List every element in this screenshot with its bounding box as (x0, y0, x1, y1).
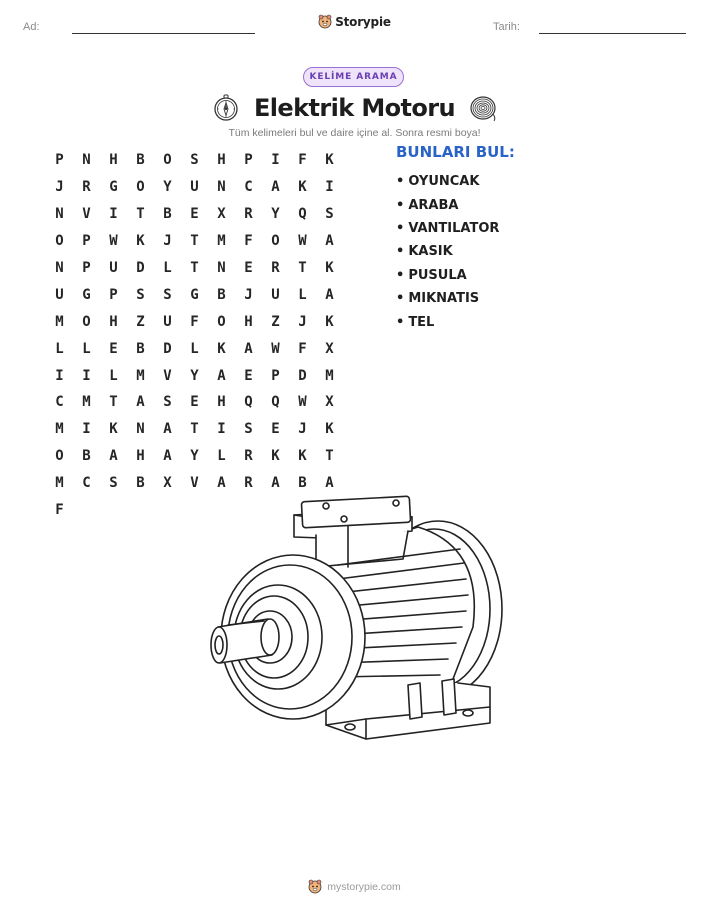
word-text: VANTILATOR (408, 220, 500, 236)
grid-cell[interactable]: U (55, 286, 64, 303)
grid-cell[interactable]: E (244, 260, 253, 276)
grid-cell[interactable]: X (163, 475, 172, 492)
grid-cell[interactable]: Z (136, 313, 145, 330)
grid-cell[interactable]: A (325, 475, 334, 492)
grid-cell[interactable]: T (325, 448, 334, 465)
grid-cell[interactable]: O (271, 233, 280, 250)
grid-cell[interactable]: L (82, 340, 91, 357)
grid-cell[interactable]: T (136, 206, 145, 223)
grid-cell[interactable]: L (55, 340, 64, 357)
word-list-item (396, 170, 499, 193)
grid-cell[interactable]: F (244, 233, 253, 250)
grid-cell[interactable]: P (82, 233, 91, 250)
grid-cell[interactable]: D (136, 260, 145, 276)
word-search-grid (46, 147, 343, 523)
grid-cell[interactable]: Q (244, 394, 253, 411)
grid-cell[interactable]: C (82, 475, 91, 492)
grid-cell[interactable]: B (298, 475, 307, 492)
word-text: OYUNCAK (408, 174, 480, 190)
grid-cell[interactable]: H (109, 313, 118, 330)
grid-cell[interactable]: F (298, 340, 307, 357)
word-text: ARABA (408, 197, 459, 213)
bullet: • (396, 314, 405, 330)
grid-cell[interactable]: L (163, 260, 172, 276)
grid-cell[interactable]: X (325, 394, 334, 411)
wire-coil-icon (469, 94, 497, 122)
grid-cell[interactable]: Q (298, 206, 307, 223)
grid-cell[interactable]: M (217, 233, 226, 250)
grid-cell[interactable]: U (190, 179, 199, 196)
grid-cell[interactable]: O (217, 313, 226, 330)
date-label: Tarih: (493, 21, 520, 33)
grid-cell[interactable]: W (109, 233, 118, 250)
grid-cell[interactable]: H (244, 313, 253, 330)
grid-cell[interactable]: J (298, 313, 307, 330)
brand-logo (0, 14, 709, 29)
page-title: Elektrik Motoru (254, 94, 455, 122)
grid-cell[interactable]: I (55, 367, 64, 384)
grid-cell[interactable]: R (244, 475, 253, 492)
grid-cell[interactable]: H (109, 152, 118, 169)
grid-cell[interactable]: S (163, 286, 172, 303)
bullet: • (396, 220, 405, 236)
footer-url: mystorypie.com (327, 880, 401, 893)
grid-cell[interactable]: D (163, 340, 172, 357)
grid-cell[interactable]: I (109, 206, 118, 223)
grid-cell[interactable]: S (244, 421, 253, 438)
grid-cell[interactable]: O (82, 313, 91, 330)
grid-cell[interactable]: N (136, 421, 145, 438)
grid-cell[interactable]: O (55, 233, 64, 250)
grid-cell[interactable]: T (190, 260, 199, 276)
grid-cell[interactable]: S (109, 475, 118, 492)
grid-cell[interactable]: X (325, 340, 334, 357)
grid-cell[interactable]: Y (190, 367, 199, 384)
grid-cell[interactable]: M (55, 421, 64, 438)
grid-cell[interactable]: B (136, 152, 145, 169)
grid-cell[interactable]: H (217, 394, 226, 411)
grid-cell[interactable]: Y (163, 179, 172, 196)
grid-cell[interactable]: K (325, 421, 334, 438)
grid-cell[interactable]: C (55, 394, 64, 411)
grid-cell[interactable]: G (109, 179, 118, 196)
grid-cell[interactable]: E (244, 367, 253, 384)
grid-cell[interactable]: V (163, 367, 172, 384)
grid-cell[interactable]: M (55, 313, 64, 330)
grid-cell[interactable]: E (109, 340, 118, 357)
word-list-item (396, 287, 499, 310)
grid-cell[interactable]: J (55, 179, 64, 196)
grid-cell[interactable]: P (55, 152, 64, 169)
grid-cell[interactable]: K (217, 340, 226, 357)
grid-cell[interactable]: S (163, 394, 172, 411)
grid-cell[interactable]: G (82, 286, 91, 303)
grid-cell[interactable]: A (244, 340, 253, 357)
grid-cell[interactable]: I (271, 152, 280, 169)
grid-cell[interactable]: T (109, 394, 118, 411)
grid-cell[interactable]: H (136, 448, 145, 465)
grid-cell[interactable]: F (298, 152, 307, 169)
grid-cell[interactable]: K (136, 233, 145, 250)
grid-cell[interactable]: C (244, 179, 253, 196)
word-list-item (396, 264, 499, 287)
grid-cell[interactable]: F (55, 502, 64, 519)
grid-cell[interactable]: W (298, 233, 307, 250)
bullet: • (396, 197, 405, 213)
word-text: MIKNATIS (408, 291, 480, 307)
grid-cell[interactable]: V (82, 206, 91, 223)
word-list (396, 170, 499, 334)
grid-cell[interactable]: V (190, 475, 199, 492)
compass-icon (212, 94, 240, 122)
grid-cell[interactable]: A (163, 421, 172, 438)
grid-cell[interactable]: A (217, 475, 226, 492)
grid-cell[interactable]: E (190, 206, 199, 223)
grid-cell[interactable]: T (190, 421, 199, 438)
grid-cell[interactable]: B (163, 206, 172, 223)
grid-cell[interactable]: N (55, 260, 64, 276)
grid-cell[interactable]: W (271, 340, 280, 357)
grid-cell[interactable]: K (325, 260, 334, 276)
grid-cell[interactable]: D (298, 367, 307, 384)
grid-cell[interactable]: K (325, 152, 334, 169)
grid-cell[interactable]: G (190, 286, 199, 303)
grid-cell[interactable]: E (271, 421, 280, 438)
bullet: • (396, 244, 405, 260)
grid-cell[interactable]: L (109, 367, 118, 384)
grid-cell[interactable]: N (55, 206, 64, 223)
grid-cell[interactable]: K (298, 448, 307, 465)
footer (0, 879, 709, 894)
grid-cell[interactable]: A (325, 286, 334, 303)
grid-cell[interactable]: K (298, 179, 307, 196)
grid-cell[interactable]: A (271, 475, 280, 492)
bullet: • (396, 174, 405, 190)
storypie-mascot-icon (318, 14, 332, 29)
grid-cell[interactable]: J (163, 233, 172, 250)
word-text: TEL (408, 314, 435, 330)
grid-cell[interactable]: M (136, 367, 145, 384)
grid-cell[interactable]: A (109, 448, 118, 465)
grid-cell[interactable]: I (325, 179, 334, 196)
grid-cell[interactable]: L (217, 448, 226, 465)
grid-cell[interactable]: S (190, 152, 199, 169)
grid-cell[interactable]: A (136, 394, 145, 411)
grid-cell[interactable]: R (82, 179, 91, 196)
storypie-mascot-icon (308, 879, 322, 894)
name-line (72, 33, 255, 34)
grid-cell[interactable]: K (325, 313, 334, 330)
grid-cell[interactable]: H (217, 152, 226, 169)
grid-cell[interactable]: I (82, 421, 91, 438)
grid-cell[interactable]: I (82, 367, 91, 384)
bullet: • (396, 267, 405, 283)
grid-cell[interactable]: M (82, 394, 91, 411)
grid-cell[interactable]: E (190, 394, 199, 411)
grid-cell[interactable]: J (244, 286, 253, 303)
word-list-item (396, 240, 499, 263)
activity-badge: KELİME ARAMA (303, 67, 404, 87)
grid-cell[interactable]: I (217, 421, 226, 438)
brand-name: Storypie (335, 14, 391, 29)
grid-cell[interactable]: S (325, 206, 334, 223)
grid-cell[interactable]: U (271, 286, 280, 303)
bullet: • (396, 291, 405, 307)
grid-cell[interactable]: R (244, 448, 253, 465)
grid-cell[interactable]: B (136, 475, 145, 492)
grid-cell[interactable]: A (217, 367, 226, 384)
grid-cell[interactable]: T (298, 260, 307, 276)
grid-cell[interactable]: O (55, 448, 64, 465)
grid-cell[interactable]: S (136, 286, 145, 303)
grid-cell[interactable]: Z (271, 313, 280, 330)
grid-cell[interactable]: M (55, 475, 64, 492)
grid-cell[interactable]: W (298, 394, 307, 411)
grid-cell[interactable]: J (298, 421, 307, 438)
grid-cell[interactable]: T (190, 233, 199, 250)
grid-cell[interactable]: L (298, 286, 307, 303)
grid-cell[interactable]: N (217, 179, 226, 196)
grid-cell[interactable]: A (271, 179, 280, 196)
title-row (0, 92, 709, 124)
grid-cell[interactable]: R (244, 206, 253, 223)
grid-cell[interactable]: K (109, 421, 118, 438)
grid-cell[interactable]: B (217, 286, 226, 303)
grid-cell[interactable]: Y (271, 206, 280, 223)
grid-cell[interactable]: B (136, 340, 145, 357)
electric-motor-illustration (198, 487, 510, 752)
grid-cell[interactable]: U (109, 260, 118, 276)
word-text: PUSULA (408, 267, 467, 283)
grid-cell[interactable]: R (271, 260, 280, 276)
grid-cell[interactable]: M (325, 367, 334, 384)
grid-cell[interactable]: N (82, 152, 91, 169)
grid-cell[interactable]: A (163, 448, 172, 465)
grid-cell[interactable]: P (271, 367, 280, 384)
name-label: Ad: (23, 21, 40, 33)
word-list-item (396, 310, 499, 333)
grid-cell[interactable]: B (82, 448, 91, 465)
grid-cell[interactable]: O (163, 152, 172, 169)
grid-cell[interactable]: K (271, 448, 280, 465)
grid-cell[interactable]: P (82, 260, 91, 276)
grid-cell[interactable]: N (217, 260, 226, 276)
grid-cell[interactable]: P (244, 152, 253, 169)
grid-cell[interactable]: P (109, 286, 118, 303)
grid-cell[interactable]: X (217, 206, 226, 223)
word-list-item (396, 217, 499, 240)
word-list-title: BUNLARI BUL: (396, 143, 515, 161)
word-text: KASIK (408, 244, 453, 260)
grid-cell[interactable]: L (190, 340, 199, 357)
date-line (539, 33, 686, 34)
grid-cell[interactable]: O (136, 179, 145, 196)
instructions: Tüm kelimeleri bul ve daire içine al. Sonra resmi boya! (228, 127, 481, 139)
word-list-item (396, 193, 499, 216)
grid-cell[interactable]: U (163, 313, 172, 330)
grid-cell[interactable]: F (190, 313, 199, 330)
grid-cell[interactable]: A (325, 233, 334, 250)
grid-cell[interactable]: Q (271, 394, 280, 411)
grid-cell[interactable]: Y (190, 448, 199, 465)
